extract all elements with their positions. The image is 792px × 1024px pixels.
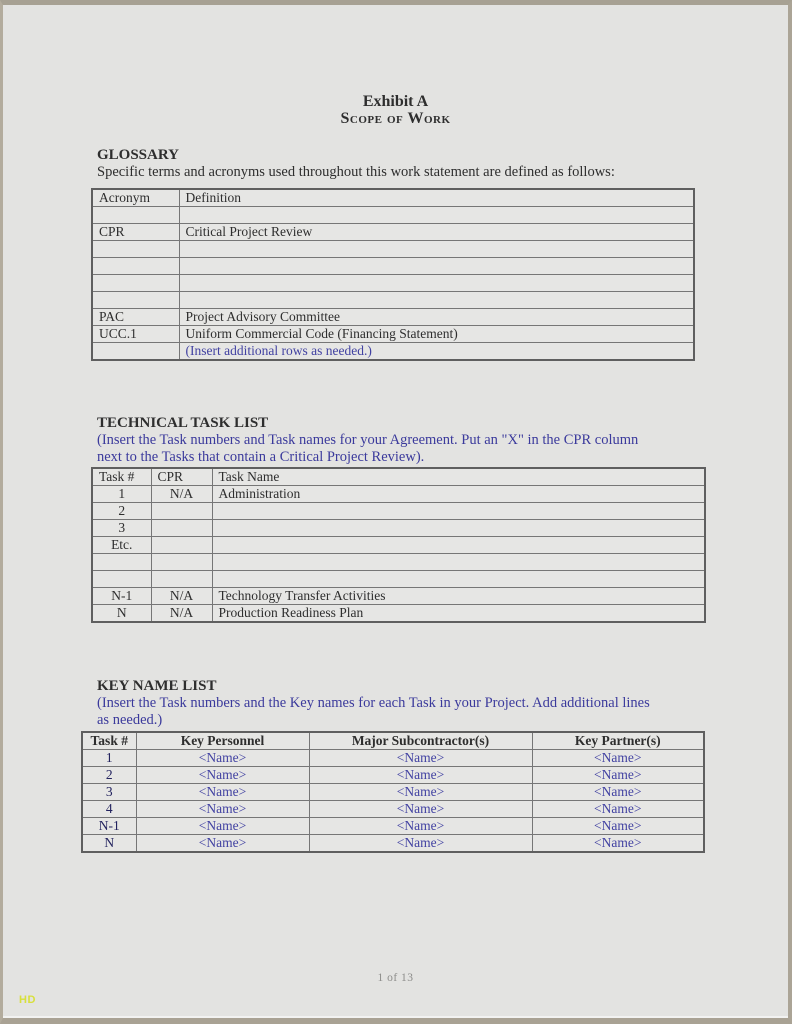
table-cell: <Name> — [136, 801, 309, 818]
table-row — [82, 767, 704, 784]
table-cell — [151, 520, 212, 537]
table-row — [92, 503, 705, 520]
table-cell: Task Name — [212, 468, 705, 486]
table-row — [92, 554, 705, 571]
technical-instruction-line2: next to the Tasks that contain a Critical Project Review). — [97, 449, 425, 465]
table-cell — [92, 554, 151, 571]
table-cell: 4 — [82, 801, 136, 818]
table-cell — [212, 503, 705, 520]
table-row — [92, 326, 694, 343]
table-header-row — [92, 468, 705, 486]
table-cell — [92, 343, 179, 361]
exhibit-title: Exhibit A — [362, 93, 429, 110]
table-cell: N/A — [151, 588, 212, 605]
table-cell: Major Subcontractor(s) — [309, 732, 532, 750]
table-cell: Definition — [179, 189, 694, 207]
table-cell: Administration — [212, 486, 705, 503]
table-cell — [92, 207, 179, 224]
table-cell: N — [92, 605, 151, 623]
table-row — [82, 818, 704, 835]
table-cell — [92, 275, 179, 292]
table-cell — [92, 241, 179, 258]
hd-watermark: HD — [19, 994, 36, 1006]
table-cell: <Name> — [136, 835, 309, 853]
table-cell: 2 — [82, 767, 136, 784]
table-cell: <Name> — [309, 835, 532, 853]
table-cell — [92, 258, 179, 275]
table-cell: <Name> — [136, 750, 309, 767]
table-cell: Key Partner(s) — [532, 732, 704, 750]
table-cell — [179, 275, 694, 292]
table-cell — [92, 571, 151, 588]
table-cell — [212, 537, 705, 554]
table-cell: UCC.1 — [92, 326, 179, 343]
table-cell — [212, 571, 705, 588]
table-cell — [212, 554, 705, 571]
document-title — [3, 93, 788, 127]
table-cell: <Name> — [532, 835, 704, 853]
key-name-instruction-line2: as needed.) — [97, 712, 163, 728]
glossary-heading: GLOSSARY — [97, 147, 179, 163]
table-cell: <Name> — [309, 801, 532, 818]
table-cell: Etc. — [92, 537, 151, 554]
table-row — [92, 224, 694, 241]
table-row — [92, 275, 694, 292]
table-row — [92, 588, 705, 605]
table-cell: Uniform Commercial Code (Financing Statement) — [179, 326, 694, 343]
table-header-row — [92, 189, 694, 207]
table-cell — [151, 537, 212, 554]
table-cell: <Name> — [309, 767, 532, 784]
table-cell: Technology Transfer Activities — [212, 588, 705, 605]
table-cell: Critical Project Review — [179, 224, 694, 241]
table-cell — [179, 258, 694, 275]
table-cell — [92, 292, 179, 309]
table-cell: <Name> — [309, 784, 532, 801]
table-cell: Key Personnel — [136, 732, 309, 750]
table-cell — [179, 241, 694, 258]
table-row — [92, 520, 705, 537]
table-cell: 1 — [92, 486, 151, 503]
table-cell — [151, 554, 212, 571]
table-row — [92, 309, 694, 326]
table-cell: Project Advisory Committee — [179, 309, 694, 326]
table-cell — [179, 207, 694, 224]
table-cell: N — [82, 835, 136, 853]
table-cell: CPR — [92, 224, 179, 241]
glossary-intro-text: Specific terms and acronyms used throughout this work statement are defined as follows: — [97, 164, 615, 180]
table-cell: <Name> — [136, 767, 309, 784]
table-cell: N/A — [151, 605, 212, 623]
table-cell — [151, 571, 212, 588]
table-cell — [151, 503, 212, 520]
table-cell: N-1 — [92, 588, 151, 605]
table-cell: 1 — [82, 750, 136, 767]
technical-task-table — [91, 467, 706, 623]
table-cell: <Name> — [136, 818, 309, 835]
page-number-indicator: 1 of 13 — [377, 972, 414, 984]
technical-task-section — [3, 415, 788, 623]
key-name-section — [3, 678, 788, 853]
table-cell: <Name> — [532, 767, 704, 784]
table-cell — [179, 292, 694, 309]
table-cell: CPR — [151, 468, 212, 486]
table-cell: 3 — [82, 784, 136, 801]
table-row — [92, 571, 705, 588]
table-cell — [212, 520, 705, 537]
table-cell: Task # — [92, 468, 151, 486]
key-name-instruction-line1: (Insert the Task numbers and the Key names for each Task in your Project. Add additional lines — [97, 695, 650, 711]
table-cell: <Name> — [309, 818, 532, 835]
table-cell: 3 — [92, 520, 151, 537]
table-cell: <Name> — [532, 818, 704, 835]
table-cell: <Name> — [532, 801, 704, 818]
table-row — [82, 835, 704, 853]
glossary-section — [3, 147, 788, 361]
table-row — [82, 801, 704, 818]
table-cell: PAC — [92, 309, 179, 326]
table-cell: Task # — [82, 732, 136, 750]
technical-instruction-line1: (Insert the Task numbers and Task names for your Agreement. Put an "X" in the CPR column — [97, 432, 639, 448]
table-cell: <Name> — [136, 784, 309, 801]
glossary-table — [91, 188, 695, 361]
table-cell: Acronym — [92, 189, 179, 207]
table-row — [92, 343, 694, 361]
table-row — [92, 292, 694, 309]
technical-task-heading: TECHNICAL TASK LIST — [97, 415, 269, 431]
table-row — [92, 605, 705, 623]
table-row — [92, 207, 694, 224]
table-cell: <Name> — [309, 750, 532, 767]
table-cell: (Insert additional rows as needed.) — [179, 343, 694, 361]
table-cell: <Name> — [532, 784, 704, 801]
scope-of-work-title: Scope of Work — [340, 110, 451, 127]
table-row — [92, 258, 694, 275]
key-name-table — [81, 731, 705, 853]
table-row — [92, 537, 705, 554]
table-row — [82, 784, 704, 801]
table-cell: Production Readiness Plan — [212, 605, 705, 623]
table-cell: 2 — [92, 503, 151, 520]
table-row — [92, 241, 694, 258]
table-header-row — [82, 732, 704, 750]
table-cell: N-1 — [82, 818, 136, 835]
table-row — [92, 486, 705, 503]
table-cell: <Name> — [532, 750, 704, 767]
key-name-heading: KEY NAME LIST — [97, 678, 217, 694]
table-row — [82, 750, 704, 767]
table-cell: N/A — [151, 486, 212, 503]
